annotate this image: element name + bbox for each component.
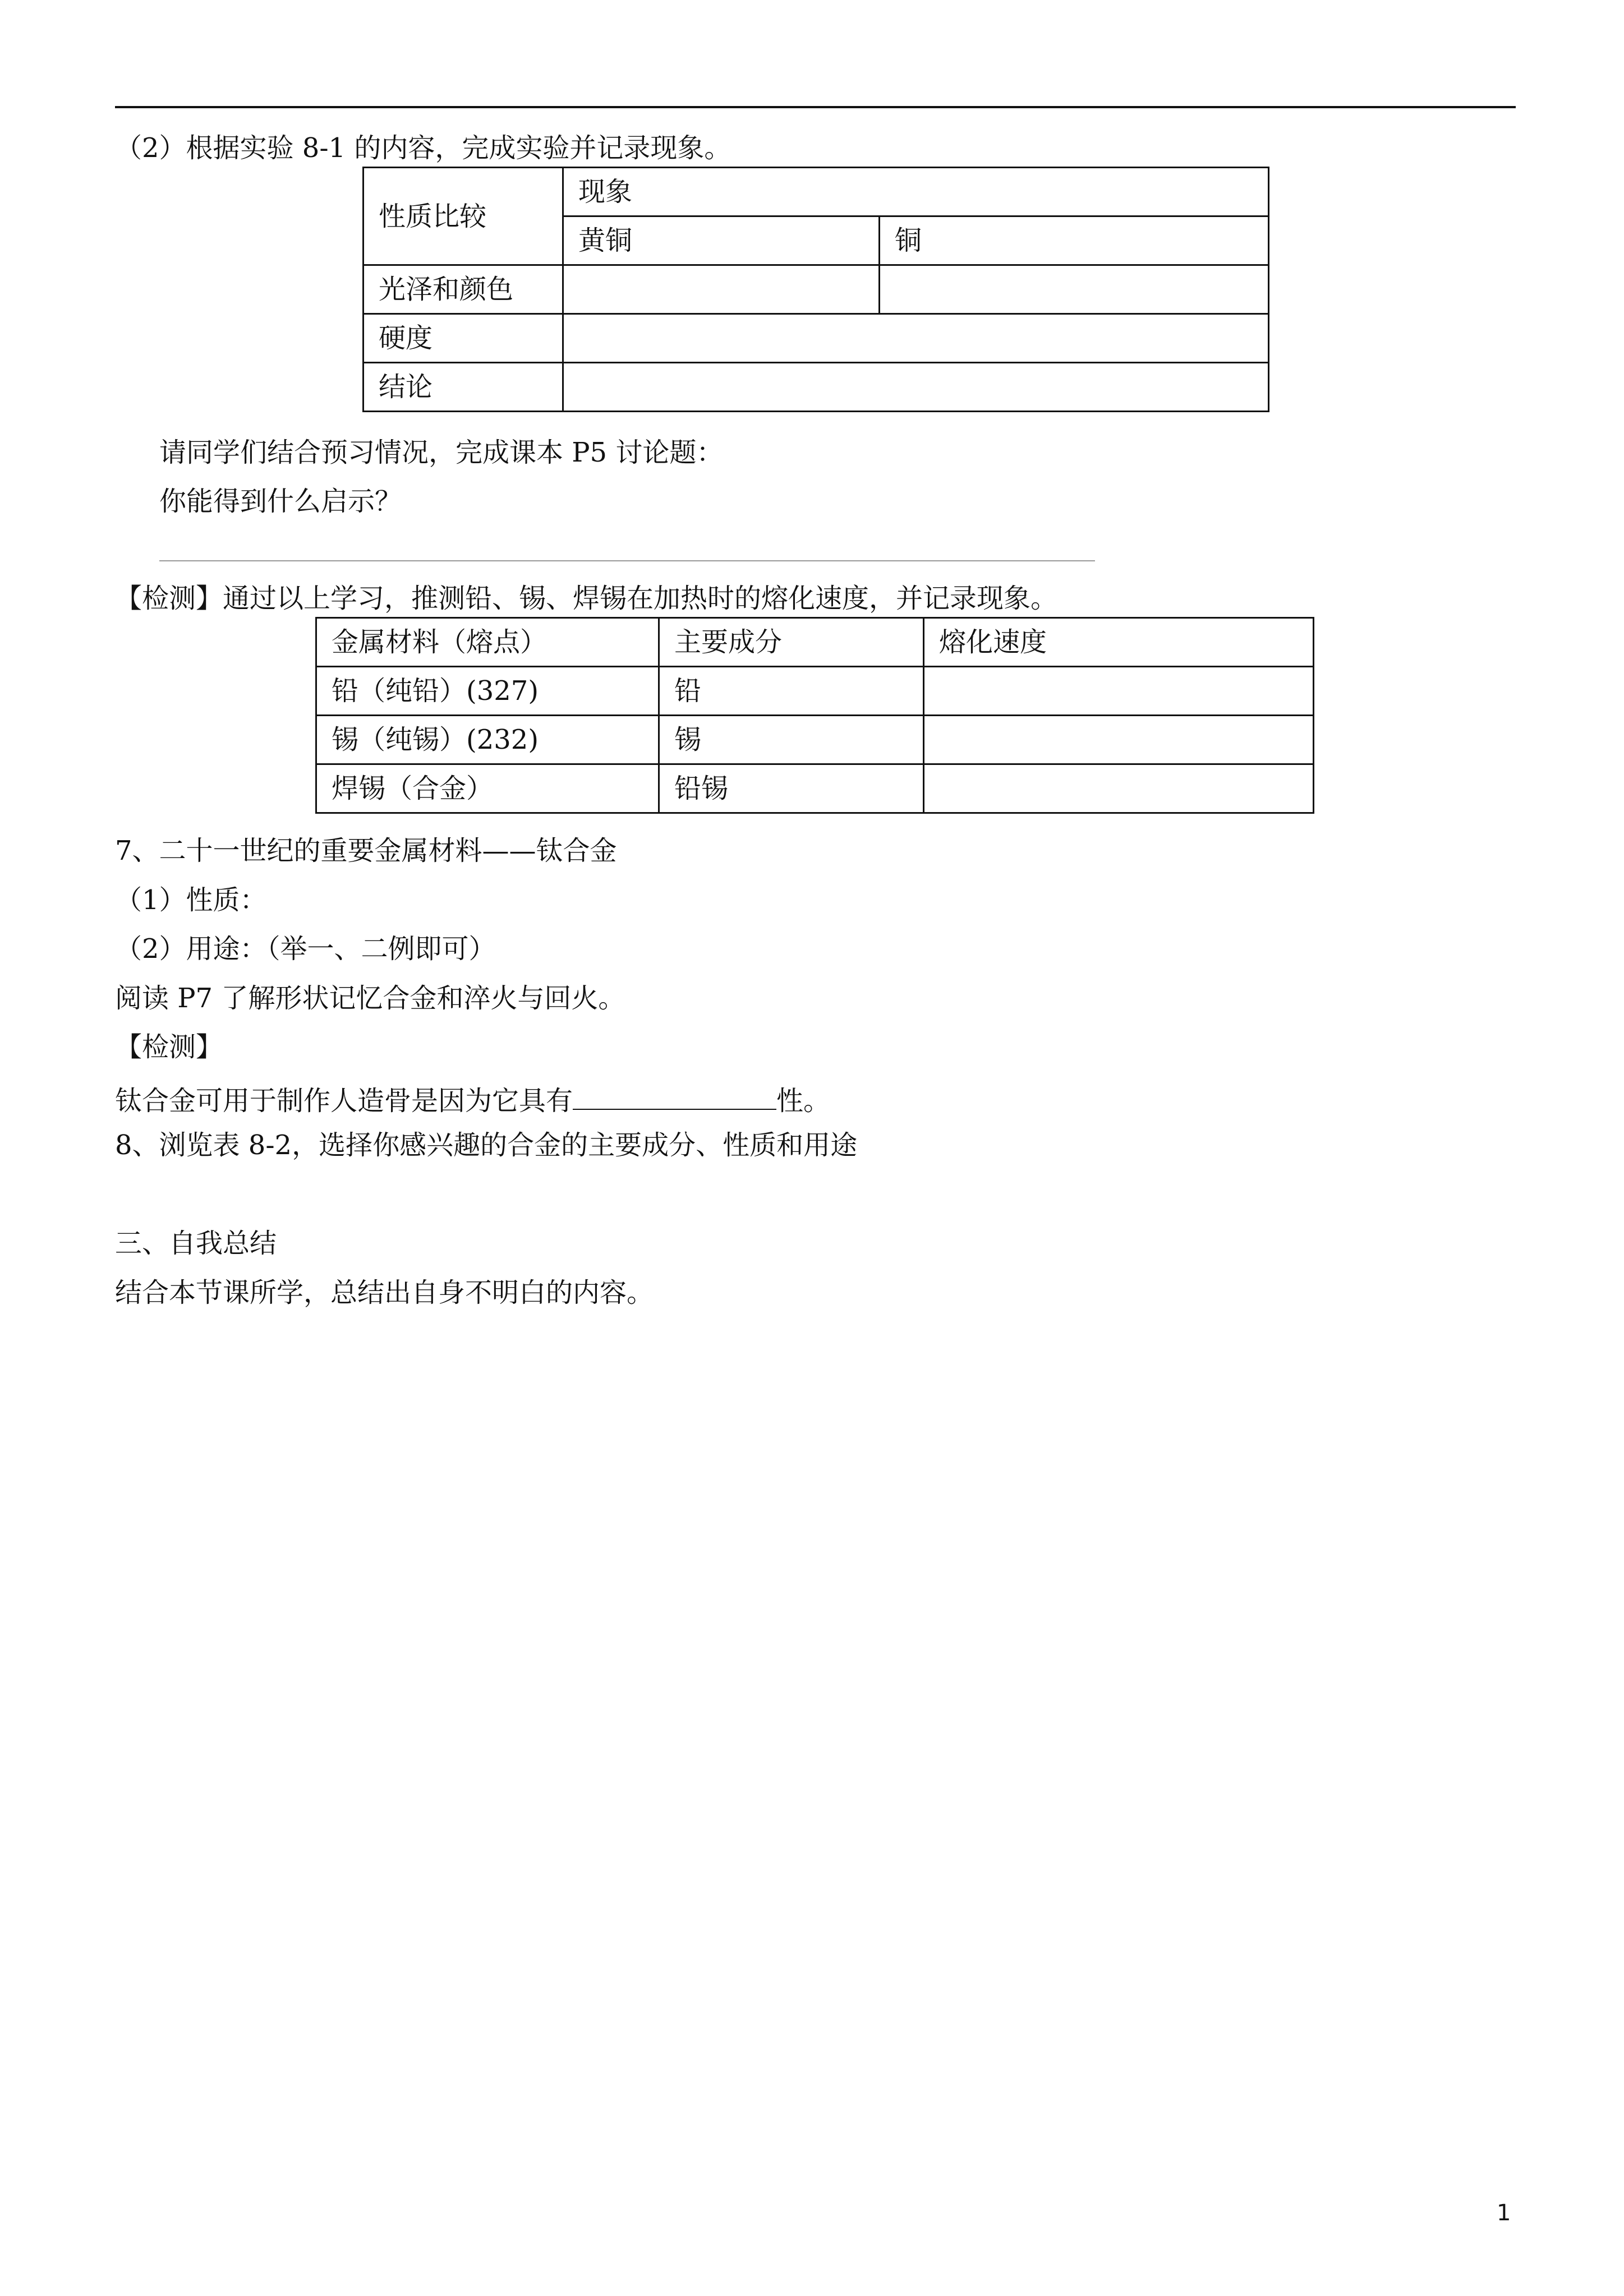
- alloy-comparison-table: [362, 167, 1269, 412]
- experiment-intro: （2）根据实验 8-1 的内容，完成实验并记录现象。: [115, 132, 732, 164]
- row-conclusion: 结论: [364, 363, 563, 412]
- component-solder: 铅锡: [659, 764, 924, 813]
- cell-brass-luster: [563, 265, 880, 314]
- speed-solder: [924, 764, 1314, 813]
- material-solder: 焊锡（合金）: [316, 764, 659, 813]
- header-melting-speed: 熔化速度: [924, 618, 1314, 667]
- material-tin: 锡（纯锡）(232): [316, 716, 659, 764]
- component-lead: 铅: [659, 667, 924, 716]
- fill-in-blank[interactable]: [573, 1083, 776, 1110]
- cell-hardness: [563, 314, 1269, 363]
- discussion-question: 你能得到什么启示？: [159, 486, 402, 517]
- material-lead: 铅（纯铅）(327): [316, 667, 659, 716]
- item8-text: 8、浏览表 8-2，选择你感兴趣的合金的主要成分、性质和用途: [115, 1129, 858, 1161]
- cell-copper-luster: [880, 265, 1269, 314]
- cell-conclusion: [563, 363, 1269, 412]
- header-component: 主要成分: [659, 618, 924, 667]
- item7-test-question: [115, 1083, 831, 1117]
- page-number: 1: [1497, 2200, 1511, 2226]
- brass-header: 黄铜: [563, 216, 880, 265]
- property-header: 性质比较: [364, 168, 563, 265]
- speed-tin: [924, 716, 1314, 764]
- header-material: 金属材料（熔点）: [316, 618, 659, 667]
- row-luster-color: 光泽和颜色: [364, 265, 563, 314]
- row-hardness: 硬度: [364, 314, 563, 363]
- test-question-prefix: 钛合金可用于制作人造骨是因为它具有: [115, 1085, 573, 1117]
- header-rule: [115, 106, 1516, 108]
- component-tin: 锡: [659, 716, 924, 764]
- melting-speed-table: [315, 617, 1314, 814]
- item7-reading: 阅读 P7 了解形状记忆合金和淬火与回火。: [115, 983, 625, 1014]
- phenomenon-header: 现象: [563, 168, 1269, 216]
- summary-text: 结合本节课所学，总结出自身不明白的内容。: [115, 1277, 654, 1308]
- item7-title: 7、二十一世纪的重要金属材料——钛合金: [115, 835, 617, 866]
- item7-test-label: 【检测】: [115, 1031, 223, 1063]
- item7-uses: （2）用途：（举一、二例即可）: [115, 933, 496, 965]
- summary-title: 三、自我总结: [115, 1228, 277, 1259]
- answer-line: [159, 560, 1095, 561]
- discussion-prompt: 请同学们结合预习情况，完成课本 P5 讨论题：: [159, 437, 724, 468]
- test-melting-prompt: 【检测】通过以上学习，推测铅、锡、焊锡在加热时的熔化速度，并记录现象。: [115, 583, 1058, 614]
- item7-properties: （1）性质：: [115, 884, 267, 916]
- test-question-suffix: 性。: [776, 1085, 831, 1117]
- copper-header: 铜: [880, 216, 1269, 265]
- speed-lead: [924, 667, 1314, 716]
